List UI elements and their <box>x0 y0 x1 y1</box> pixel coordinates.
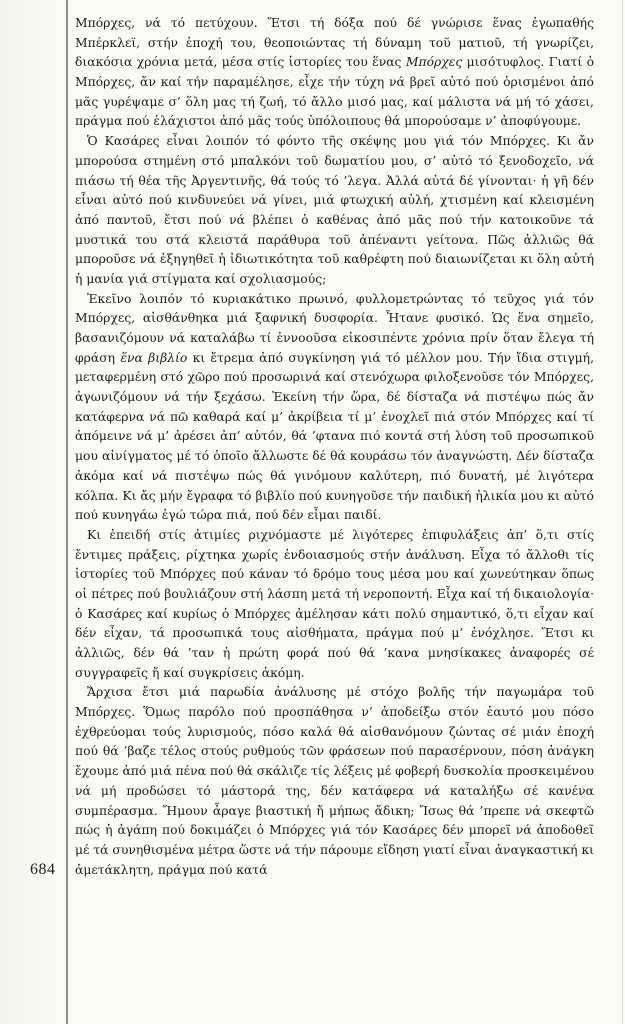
text-run: κι ἔτρεμα ἀπό συγκίνηση γιά τό μέλλον μου. Τήν ἴδια στιγμή, μεταφερμένη στό χῶρο πού προσωρινά καί στενόχωρα φιλοξενοῦσε τόν Μπόρχες, ἀγωνιζόμουν νά τήν ξεχάσω. Ἐκείνη τήν ὥρα, δέ δίσταζα νά πιστέψω πώς ἄν κατάφερνα νά πῶ καθαρά καί μ’ ἀκρίβεια τί μ’ ἐνοχλεῖ πιά στόν Μπόρχες καί τί ἀπόμεινε νά μ’ ἀρέσει ἀπ’ αὐτόν, θά ’φτανα πιό κοντά στή λύση τοῦ προσωπικοῦ μου αἰνίγματος μέ τό ὁποῖο ἄλλωστε δέ θά κουράσω τόν ἀναγνώστη. Δέν δίσταζα ἀκόμα καί νά πιστέψω πώς θά γινόμουν καλύτερη, πιό δυνατή, μέ λιγότερα κόλπα. Κι ἄς μήν ἔγραφα τό βιβλίο πού κυνηγοῦσε τήν παιδική ἡλικία μου κι αὐτό πού κυνηγάω ἐγώ τώρα πιά, πού δέν εἶμαι παιδί. <box>75 350 594 523</box>
text-run: Ἄρχισα ἔτσι μιά παρωδία ἀνάλυσης μέ στόχο βολῆς τήν παγωμάρα τοῦ Μπόρχες. Ὅμως παρόλο πού προσπάθησα ν’ ἀποδείξω στόν ἑαυτό μου πόσο ἐχθρεύομαι τούς λυρισμούς, πόσο καλά θά αἰσθανόμουν ζώντας σέ μιάν ἐποχή πού θά ’βαζε τέλος στούς ρυθμούς τῶν φράσεων πού παρασέρνουν, πόση ἀνάγκη ἔχουμε ἀπό μιά πένα πού θά σκάλιζε τίς λέξεις μέ φοβερή δυσκολία προσκειμένου νά μή προδώσει τό μάστορά της, δέν κατάφερα νά καταλήξω σέ κανένα συμπέρασμα. Ἤμουν ἆραγε βιαστική ἤ μήπως ἄδικη; Ἴσως θά ’πρεπε νά σκεφτῶ πώς ἡ ἀγάπη πού δοκιμάζει ὁ Μπόρχες γιά τόν Κασάρες δέν μπορεῖ νά ἀποδοθεῖ μέ τά συνηθισμένα μέτρα ὥστε νά τήν πάρουμε εἴδηση γιατί εἶναι ἀναγκαστική κι ἀμετάκλητη, πράγμα πού κατά <box>75 685 595 877</box>
text-run: Ὁ Κασάρες εἶναι λοιπόν τό φόντο τῆς σκέψης μου γιά τόν Μπόρχες. Κι ἄν μπορούσα στημένη στό μπαλκόνι τοῦ δωματίου μου, σ’ αὐτό τό ξενοδοχεῖο, νά πιάσω τή θέα τῆς Ἀργεντινῆς, θά τούς τό ’λεγα. Ἀλλά αὐτά δέ γίνονται· ἡ γῆ δέν εἶναι αὐτό πού κινδυνεύει νά γίνει, μιά φτωχική αὐλή, χτισμένη καί κλεισμένη ἀπό παντοῦ, ἔτσι πού νά βλέπει ὁ καθένας ἀπό μᾶς πού τήν κατοικοῦνε τά μυστικά του στά κλειστά παράθυρα τοῦ ἀπέναντι γείτονα. Πῶς ἀλλιῶς θά μποροῦσε νά ἐξηγηθεῖ ἡ ἰδιωτικότητα τοῦ καθρέφτη πού διαιωνίζεται κι ὅλη αὐτή ἡ μανία γιά στίγματα καί σχολιασμούς; <box>75 134 594 286</box>
paragraph-4 <box>75 526 594 684</box>
italic-text: ἕνα βιβλίο <box>120 350 188 365</box>
paragraph-5 <box>75 683 594 880</box>
paragraph-2 <box>75 132 594 290</box>
italic-text: Μπόρχες <box>405 55 463 70</box>
text-run: Κι ἐπειδή στίς ἀτιμίες ριχνόμαστε μέ λιγότερες ἐπιφυλάξεις ἀπ’ ὅ,τι στίς ἔντιμες πράξεις, ρίχτηκα χωρίς ἐνδοιασμούς στήν ἀνάλυση. Εἶχα τό ἄλλοθι τίς ἱστορίες τοῦ Μπόρχες πού κάναν τό δρόμο τους μέσα μου καί χωνεύτηκαν ὅπως οἱ πέτρες πού βουλιάζουν στή λάσπη μετά τή νεροποντή. Εἶχα καί τή δικαιολογία· ὁ Κασάρες καί κυρίως ὁ Μπόρχες ἀμέλησαν κάτι πολύ σημαντικό, ὅ,τι εἶχαν καί δέν εἶχαν, τά προσωπικά τους αἰσθήματα, πράγμα πού μ’ ἐνόχλησε. Ἔτσι κι ἀλλιῶς, δέν θά ’ταν ἡ πρώτη φορά πού θά ’κανα μνησίκακες ἀναφορές σέ συγγραφεῖς ἤ καί συγκρίσεις ἀκόμη. <box>75 527 594 680</box>
body-text <box>75 14 594 880</box>
page-number: 684 <box>30 861 56 878</box>
text-run: Μπόρχες, νά τό πετύχουν. Ἔτσι τή δόξα πού δέ γνώρισε ἕνας ἐγωπαθής Μπέρκλεϊ, στήν ἐποχή του, θεοποιώντας τή δύναμη τοῦ ματιοῦ, τή γνωρίζει, διακόσια χρόνια μετά, μέσα στίς ἱστορίες του ἕνας <box>75 16 594 70</box>
page-edge-line <box>622 0 623 1024</box>
text-run: Ἐκεῖνο λοιπόν τό κυριακάτικο πρωινό, φυλλομετρώντας τό τεῦχος γιά τόν Μπόρχες, αἰσθάνθηκα μιά ξαφνική δυσφορία. Ἦτανε φυσικό. Ὡς ἕνα σημεῖο, βασανιζόμουν νά καταλάβω τί ἐννοοῦσα εἰκοσιπέντε χρόνια πρίν ὅταν ἔλεγα τή φράση <box>75 291 594 365</box>
paragraph-3 <box>75 290 594 526</box>
text-run: μισότυφλος. Γιατί ὁ Μπόρχες, ἄν καί τήν παραμέλησε, εἶχε τήν τύχη νά βρεῖ αὐτό πού ὁρισμένοι ἀπό μᾶς γυρέψαμε σ’ ὅλη μας τή ζωή, τό ἄλλο μισό μας, καί μάλιστα νά μή τό χάσει, πράγμα πού ἐλάχιστοι ἀπό μᾶς τούς ὑπόλοιπους θά μπορούσαμε ν’ ἀποφύγουμε. <box>75 55 594 129</box>
paragraph-1 <box>75 14 594 132</box>
binding-edge-line <box>66 0 68 1024</box>
